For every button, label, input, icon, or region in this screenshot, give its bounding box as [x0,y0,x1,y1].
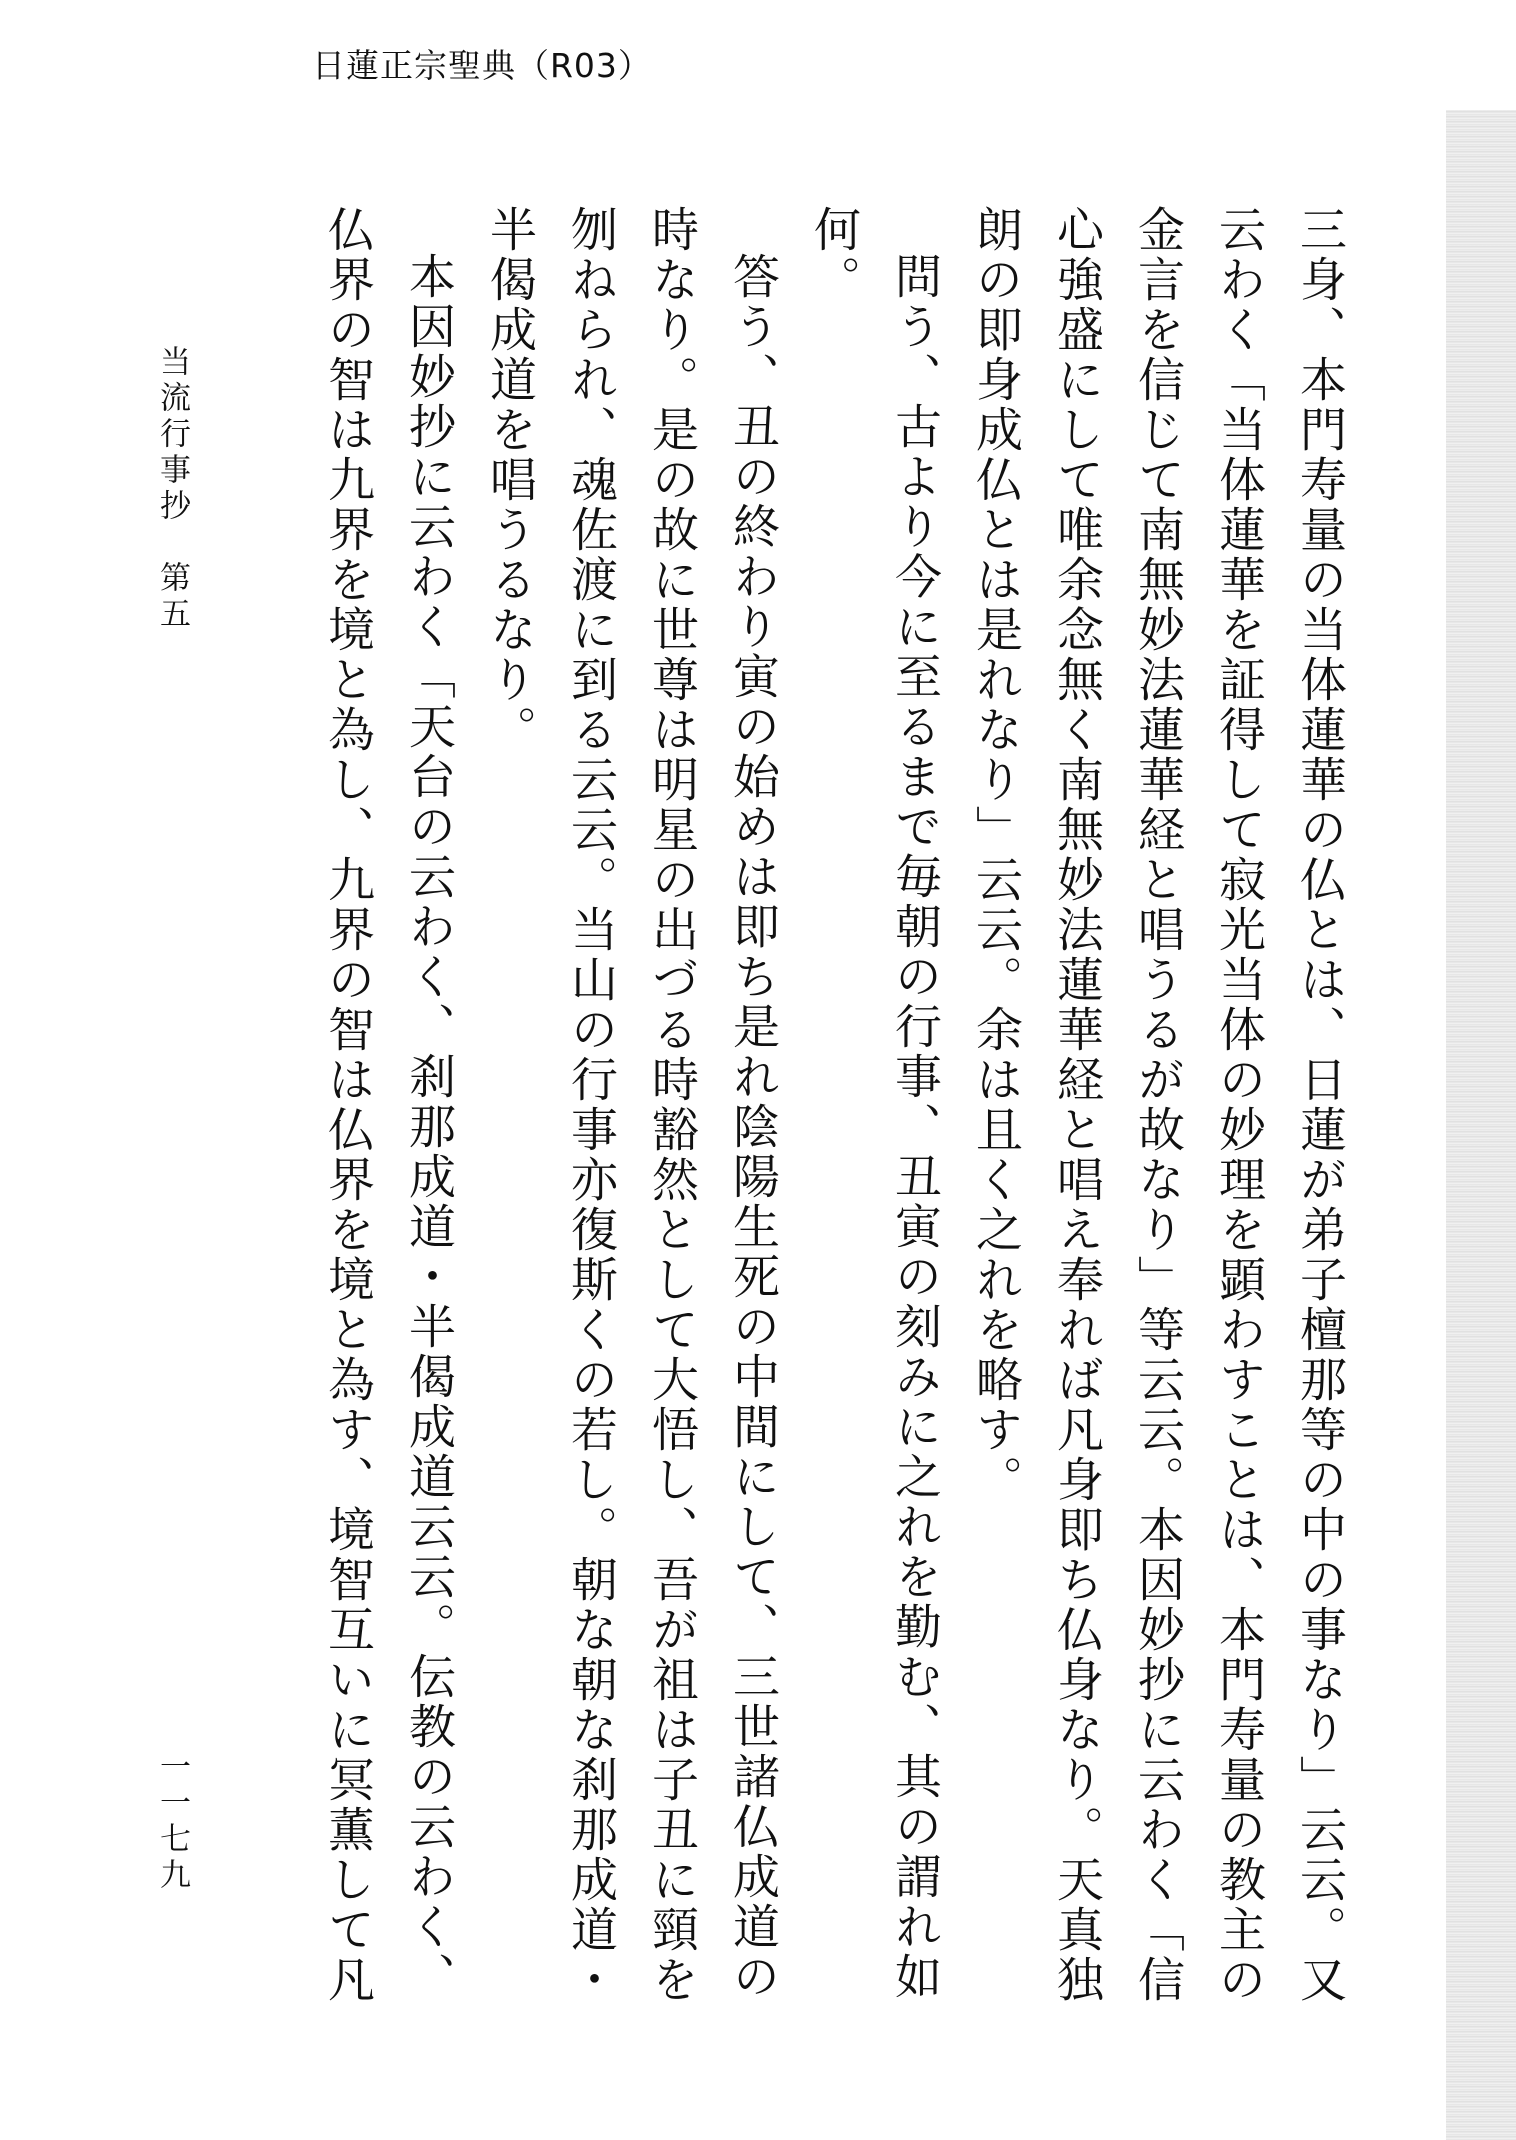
paragraph-4: 本因妙抄に云わく「天台の云わく、刹那成道・半偈成道云云。伝教の云わく、仏界の智は九界を境と為し、九界の智は仏界を境と為す、境智互いに冥薫して凡 [320,205,456,2005]
page-number: 一一七九 [154,1750,190,1894]
page-edge-shadow [1446,110,1516,2140]
paragraph-2: 問う、古より今に至るまで毎朝の行事、丑寅の刻みに之れを勤む、其の謂れ如何。 [806,205,942,2002]
main-text-body [295,205,1360,2005]
paragraph-3: 答う、丑の終わり寅の始めは即ち是れ陰陽生死の中間にして、三世諸仏成道の時なり。是の故に世尊は明星の出づる時豁然として大悟し、吾が祖は子丑に頸を刎ねられ、魂佐渡に到る云云。当山の行事亦復斯くの若し。朝な朝な刹那成道・半偈成道を唱うるなり。 [482,205,780,2005]
page-header-title: 日蓮正宗聖典（R03） [312,46,652,85]
running-title: 当流行事抄 第五 [154,345,190,633]
paragraph-1: 三身、本門寿量の当体蓮華の仏とは、日蓮が弟子檀那等の中の事なり」云云。又云わく「当体蓮華を証得して寂光当体の妙理を顕わすことは、本門寿量の教主の金言を信じて南無妙法蓮華経と唱うるが故なり」等云云。本因妙抄に云わく「信心強盛にして唯余念無く南無妙法蓮華経と唱え奉れば凡身即ち仏身なり。天真独朗の即身成仏とは是れなり」云云。余は且く之れを略す。 [968,205,1347,2005]
